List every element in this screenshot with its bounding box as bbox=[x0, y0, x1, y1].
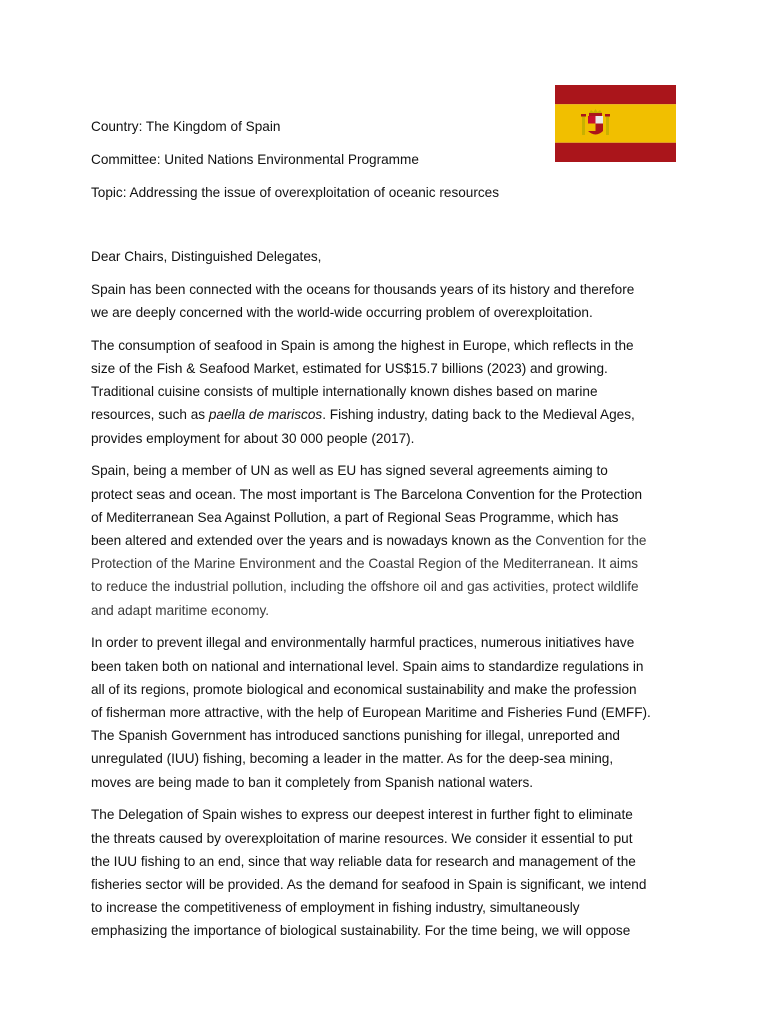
committee-line: Committee: United Nations Environmental Programme bbox=[91, 152, 419, 167]
text-fragment: Convention for the bbox=[535, 533, 647, 549]
text-line: Traditional cuisine consists of multiple internationally known dishes based on marine bbox=[91, 384, 598, 400]
text-line: been taken both on national and international level. Spain aims to standardize regulations in bbox=[91, 658, 644, 674]
text-fragment: . Fishing industry, dating back to the Medieval Ages, bbox=[322, 407, 635, 423]
text-line: to increase the competitiveness of employment in fishing industry, simultaneously bbox=[91, 900, 580, 916]
text-line: The Delegation of Spain wishes to express our deepest interest in further fight to eliminate bbox=[91, 807, 633, 823]
text-line: the threats caused by overexploitation of marine resources. We consider it essential to put bbox=[91, 830, 633, 846]
text-line: protect seas and ocean. The most important is The Barcelona Convention for the Protection bbox=[91, 486, 643, 502]
flag-stripe-top bbox=[555, 85, 676, 104]
text-line: of Mediterranean Sea Against Pollution, a part of Regional Seas Programme, which has bbox=[91, 509, 619, 525]
topic-line: Topic: Addressing the issue of overexploitation of oceanic resources bbox=[91, 185, 500, 200]
salutation: Dear Chairs, Distinguished Delegates, bbox=[91, 249, 322, 264]
text-line bbox=[91, 529, 691, 552]
text-line: we are deeply concerned with the world-wide occurring problem of overexploitation. bbox=[91, 305, 593, 320]
flag-stripe-bottom bbox=[555, 143, 676, 162]
text-line: size of the Fish & Seafood Market, estimated for US$15.7 billions (2023) and growing. bbox=[91, 361, 608, 376]
text-line: to reduce the industrial pollution, including the offshore oil and gas activities, protect wildlife bbox=[91, 579, 639, 595]
text-line: the IUU fishing to an end, since that way reliable data for research and management of the bbox=[91, 853, 636, 869]
text-line: all of its regions, promote biological and economical sustainability and make the profession bbox=[91, 681, 637, 697]
text-line: provides employment for about 30 000 people (2017). bbox=[91, 430, 415, 446]
paragraph-3 bbox=[91, 459, 691, 621]
country-line: Country: The Kingdom of Spain bbox=[91, 119, 281, 134]
spain-flag-icon bbox=[555, 85, 676, 162]
paragraph-4 bbox=[91, 631, 691, 793]
text-line: moves are being made to ban it completely from Spanish national waters. bbox=[91, 774, 534, 790]
text-line: The Spanish Government has introduced sanctions punishing for illegal, unreported and bbox=[91, 728, 620, 744]
text-line: Protection of the Marine Environment and the Coastal Region of the Mediterranean. It aims bbox=[91, 556, 639, 572]
paragraph-2 bbox=[91, 334, 691, 450]
text-line: and adapt maritime economy. bbox=[91, 602, 270, 618]
text-line: In order to prevent illegal and environmentally harmful practices, numerous initiatives have bbox=[91, 635, 635, 651]
flag-stripe-middle bbox=[555, 104, 676, 143]
text-fragment: resources, such as bbox=[91, 407, 209, 423]
text-line: The consumption of seafood in Spain is among the highest in Europe, which reflects in the bbox=[91, 337, 634, 353]
text-line: unregulated (IUU) fishing, becoming a leader in the matter. As for the deep-sea mining, bbox=[91, 751, 614, 767]
text-fragment: been altered and extended over the years and is nowadays known as the bbox=[91, 533, 536, 549]
text-line: fisheries sector will be provided. As the demand for seafood in Spain is significant, we intend bbox=[91, 877, 647, 893]
letter-body bbox=[91, 245, 691, 952]
text-line: Spain, being a member of UN as well as EU has signed several agreements aiming to bbox=[91, 463, 608, 479]
paragraph-1 bbox=[91, 278, 691, 324]
text-line bbox=[91, 403, 691, 426]
italic-dish-name: paella de mariscos bbox=[208, 407, 323, 423]
text-line: of fisherman more attractive, with the help of European Maritime and Fisheries Fund (EMFF). bbox=[91, 705, 651, 721]
text-line: Spain has been connected with the oceans for thousands years of its history and therefore bbox=[91, 281, 635, 297]
paragraph-5 bbox=[91, 803, 691, 942]
text-line: emphasizing the importance of biological sustainability. For the time being, we will oppose bbox=[91, 923, 631, 939]
